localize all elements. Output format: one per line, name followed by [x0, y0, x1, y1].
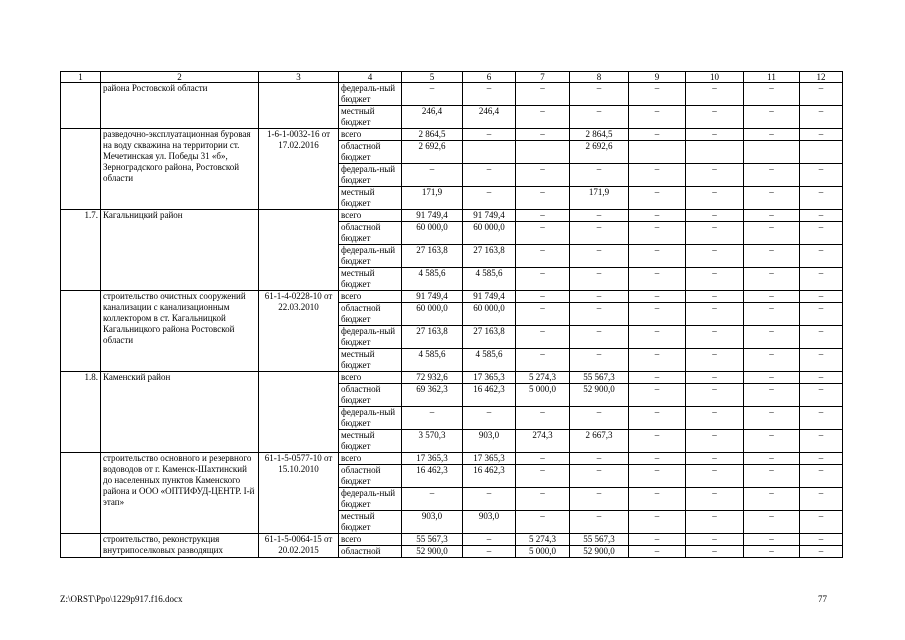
- amount-cell: 17 365,3: [463, 372, 516, 384]
- amount-cell: –: [686, 407, 744, 430]
- amount-cell: 69 362,3: [402, 384, 463, 407]
- amount-cell: –: [570, 164, 629, 187]
- table-row: [61, 129, 843, 141]
- footer-page-number: 77: [818, 594, 827, 604]
- amount-cell: 52 900,0: [402, 546, 463, 558]
- amount-cell: –: [686, 430, 744, 453]
- amount-cell: –: [570, 245, 629, 268]
- funding-source: всего: [339, 534, 402, 546]
- object-name: строительство основного и резервного водоводов от г. Каменск-Шахтинский до населенных пунктов Каменского района и ООО «ОПТИФУД-ЦЕНТР. I-й этап»: [101, 453, 259, 534]
- amount-cell: –: [800, 546, 843, 558]
- expertise-code: 61-1-5-0064-15 от 20.02.2015: [259, 534, 339, 558]
- amount-cell: –: [744, 511, 800, 534]
- amount-cell: 5 000,0: [516, 384, 570, 407]
- amount-cell: –: [744, 349, 800, 372]
- funding-source: всего: [339, 210, 402, 222]
- amount-cell: –: [629, 534, 686, 546]
- amount-cell: –: [570, 268, 629, 291]
- amount-cell: 55 567,3: [402, 534, 463, 546]
- column-header: 11: [744, 72, 800, 83]
- amount-cell: –: [629, 430, 686, 453]
- amount-cell: 91 749,4: [402, 210, 463, 222]
- amount-cell: –: [800, 372, 843, 384]
- amount-cell: 17 365,3: [463, 453, 516, 465]
- amount-cell: –: [570, 465, 629, 488]
- amount-cell: –: [570, 326, 629, 349]
- row-number: 1.8.: [61, 372, 101, 453]
- amount-cell: –: [629, 372, 686, 384]
- amount-cell: –: [570, 349, 629, 372]
- row-number: [61, 129, 101, 210]
- amount-cell: –: [800, 453, 843, 465]
- amount-cell: 91 749,4: [463, 291, 516, 303]
- amount-cell: –: [800, 106, 843, 129]
- funding-source: всего: [339, 291, 402, 303]
- amount-cell: –: [744, 303, 800, 326]
- row-number: [61, 534, 101, 558]
- funding-source: всего: [339, 453, 402, 465]
- funding-source: местный бюджет: [339, 268, 402, 291]
- amount-cell: 4 585,6: [402, 268, 463, 291]
- column-header: 6: [463, 72, 516, 83]
- amount-cell: –: [800, 210, 843, 222]
- amount-cell: –: [800, 291, 843, 303]
- amount-cell: –: [686, 384, 744, 407]
- funding-source: федераль-ный бюджет: [339, 83, 402, 106]
- amount-cell: 60 000,0: [463, 303, 516, 326]
- amount-cell: –: [402, 83, 463, 106]
- amount-cell: –: [629, 384, 686, 407]
- amount-cell: 2 692,6: [570, 141, 629, 164]
- amount-cell: –: [463, 83, 516, 106]
- amount-cell: 60 000,0: [463, 222, 516, 245]
- amount-cell: –: [629, 453, 686, 465]
- row-number: 1.7.: [61, 210, 101, 291]
- amount-cell: –: [744, 326, 800, 349]
- amount-cell: –: [800, 268, 843, 291]
- expertise-code: [259, 372, 339, 453]
- amount-cell: 246,4: [463, 106, 516, 129]
- amount-cell: 91 749,4: [463, 210, 516, 222]
- amount-cell: 2 864,5: [402, 129, 463, 141]
- amount-cell: –: [744, 372, 800, 384]
- amount-cell: [463, 141, 516, 164]
- amount-cell: –: [570, 488, 629, 511]
- amount-cell: –: [402, 407, 463, 430]
- funding-source: федераль-ный бюджет: [339, 245, 402, 268]
- amount-cell: –: [800, 326, 843, 349]
- amount-cell: –: [629, 546, 686, 558]
- amount-cell: 903,0: [402, 511, 463, 534]
- amount-cell: 52 900,0: [570, 384, 629, 407]
- amount-cell: –: [570, 303, 629, 326]
- amount-cell: –: [800, 245, 843, 268]
- amount-cell: 55 567,3: [570, 534, 629, 546]
- expertise-code: 61-1-5-0577-10 от 15.10.2010: [259, 453, 339, 534]
- amount-cell: –: [686, 268, 744, 291]
- amount-cell: –: [744, 268, 800, 291]
- amount-cell: –: [744, 291, 800, 303]
- amount-cell: –: [402, 164, 463, 187]
- amount-cell: –: [629, 245, 686, 268]
- amount-cell: –: [686, 164, 744, 187]
- funding-source: федераль-ный бюджет: [339, 326, 402, 349]
- amount-cell: 274,3: [516, 430, 570, 453]
- amount-cell: [686, 141, 744, 164]
- column-header: 5: [402, 72, 463, 83]
- funding-source: всего: [339, 372, 402, 384]
- amount-cell: –: [800, 222, 843, 245]
- amount-cell: –: [800, 430, 843, 453]
- amount-cell: –: [629, 222, 686, 245]
- funding-source: федераль-ный бюджет: [339, 488, 402, 511]
- funding-source: областной бюджет: [339, 303, 402, 326]
- amount-cell: –: [463, 187, 516, 210]
- amount-cell: 27 163,8: [463, 245, 516, 268]
- amount-cell: –: [800, 384, 843, 407]
- object-name: района Ростовской области: [101, 83, 259, 129]
- funding-source: областной: [339, 546, 402, 558]
- amount-cell: –: [800, 534, 843, 546]
- amount-cell: –: [686, 210, 744, 222]
- amount-cell: –: [516, 453, 570, 465]
- amount-cell: 2 864,5: [570, 129, 629, 141]
- amount-cell: –: [744, 534, 800, 546]
- column-header: 7: [516, 72, 570, 83]
- amount-cell: –: [629, 303, 686, 326]
- column-header: 8: [570, 72, 629, 83]
- amount-cell: –: [686, 534, 744, 546]
- amount-cell: –: [744, 187, 800, 210]
- amount-cell: –: [686, 129, 744, 141]
- funding-source: местный бюджет: [339, 430, 402, 453]
- column-header: 9: [629, 72, 686, 83]
- amount-cell: –: [800, 303, 843, 326]
- amount-cell: –: [516, 222, 570, 245]
- amount-cell: [744, 141, 800, 164]
- amount-cell: –: [686, 106, 744, 129]
- amount-cell: –: [744, 222, 800, 245]
- expertise-code: 61-1-4-0228-10 от 22.03.2010: [259, 291, 339, 372]
- funding-source: областной бюджет: [339, 465, 402, 488]
- amount-cell: 16 462,3: [463, 384, 516, 407]
- amount-cell: –: [629, 488, 686, 511]
- amount-cell: –: [629, 210, 686, 222]
- amount-cell: –: [686, 83, 744, 106]
- amount-cell: 246,4: [402, 106, 463, 129]
- funding-source: федераль-ный бюджет: [339, 164, 402, 187]
- row-number: [61, 83, 101, 129]
- amount-cell: –: [744, 210, 800, 222]
- amount-cell: –: [744, 453, 800, 465]
- amount-cell: –: [744, 83, 800, 106]
- row-number: [61, 453, 101, 534]
- amount-cell: 5 274,3: [516, 534, 570, 546]
- column-header: 2: [101, 72, 259, 83]
- amount-cell: 4 585,6: [463, 268, 516, 291]
- amount-cell: –: [516, 488, 570, 511]
- amount-cell: –: [516, 349, 570, 372]
- amount-cell: –: [629, 291, 686, 303]
- amount-cell: –: [570, 511, 629, 534]
- amount-cell: –: [516, 326, 570, 349]
- amount-cell: –: [686, 222, 744, 245]
- amount-cell: 91 749,4: [402, 291, 463, 303]
- amount-cell: 17 365,3: [402, 453, 463, 465]
- table-row: [61, 453, 843, 465]
- amount-cell: –: [402, 488, 463, 511]
- funding-source: областной бюджет: [339, 384, 402, 407]
- amount-cell: –: [570, 291, 629, 303]
- amount-cell: 903,0: [463, 430, 516, 453]
- amount-cell: –: [463, 129, 516, 141]
- amount-cell: –: [463, 164, 516, 187]
- amount-cell: –: [629, 326, 686, 349]
- amount-cell: –: [629, 106, 686, 129]
- table-row: [61, 372, 843, 384]
- amount-cell: –: [629, 187, 686, 210]
- amount-cell: –: [686, 453, 744, 465]
- amount-cell: –: [686, 349, 744, 372]
- amount-cell: –: [744, 245, 800, 268]
- table-row: [61, 534, 843, 546]
- amount-cell: –: [744, 106, 800, 129]
- amount-cell: –: [744, 488, 800, 511]
- funding-source: всего: [339, 129, 402, 141]
- amount-cell: –: [570, 407, 629, 430]
- amount-cell: –: [516, 187, 570, 210]
- amount-cell: –: [516, 303, 570, 326]
- amount-cell: 27 163,8: [402, 245, 463, 268]
- footer-file-path: Z:\ORST\Ppo\1229p917.f16.docx: [60, 594, 183, 604]
- funding-source: местный бюджет: [339, 106, 402, 129]
- amount-cell: –: [800, 349, 843, 372]
- amount-cell: –: [686, 303, 744, 326]
- amount-cell: –: [686, 511, 744, 534]
- amount-cell: 4 585,6: [402, 349, 463, 372]
- amount-cell: –: [629, 349, 686, 372]
- amount-cell: –: [629, 465, 686, 488]
- amount-cell: –: [686, 465, 744, 488]
- amount-cell: –: [516, 83, 570, 106]
- amount-cell: [629, 141, 686, 164]
- amount-cell: –: [744, 465, 800, 488]
- amount-cell: –: [686, 488, 744, 511]
- amount-cell: –: [516, 210, 570, 222]
- amount-cell: –: [744, 407, 800, 430]
- table-row: [61, 83, 843, 106]
- amount-cell: –: [686, 546, 744, 558]
- funding-source: местный бюджет: [339, 187, 402, 210]
- amount-cell: –: [686, 372, 744, 384]
- budget-table: [60, 71, 843, 558]
- amount-cell: –: [744, 384, 800, 407]
- expertise-code: [259, 83, 339, 129]
- object-name: разведочно-эксплуатационная буровая на воду скважина на территории ст. Мечетинская ул. Победы 31 «б», Зерноградского района, Ростовской области: [101, 129, 259, 210]
- amount-cell: –: [463, 534, 516, 546]
- object-name: Каменский район: [101, 372, 259, 453]
- amount-cell: 52 900,0: [570, 546, 629, 558]
- amount-cell: 72 932,6: [402, 372, 463, 384]
- amount-cell: –: [744, 164, 800, 187]
- expertise-code: [259, 210, 339, 291]
- amount-cell: –: [686, 187, 744, 210]
- amount-cell: [516, 141, 570, 164]
- amount-cell: –: [570, 106, 629, 129]
- amount-cell: 4 585,6: [463, 349, 516, 372]
- amount-cell: –: [744, 546, 800, 558]
- amount-cell: –: [629, 129, 686, 141]
- funding-source: местный бюджет: [339, 349, 402, 372]
- amount-cell: 16 462,3: [402, 465, 463, 488]
- amount-cell: –: [463, 488, 516, 511]
- amount-cell: 2 692,6: [402, 141, 463, 164]
- amount-cell: –: [516, 245, 570, 268]
- amount-cell: –: [629, 268, 686, 291]
- amount-cell: –: [570, 210, 629, 222]
- amount-cell: –: [516, 511, 570, 534]
- amount-cell: –: [800, 511, 843, 534]
- amount-cell: –: [686, 326, 744, 349]
- amount-cell: 903,0: [463, 511, 516, 534]
- table-row: [61, 210, 843, 222]
- amount-cell: –: [800, 83, 843, 106]
- object-name: строительство, реконструкция внутрипоселковых разводящих: [101, 534, 259, 558]
- column-header: 1: [61, 72, 101, 83]
- row-number: [61, 291, 101, 372]
- column-header: 10: [686, 72, 744, 83]
- funding-source: областной бюджет: [339, 141, 402, 164]
- amount-cell: –: [686, 245, 744, 268]
- column-header: 4: [339, 72, 402, 83]
- amount-cell: 27 163,8: [463, 326, 516, 349]
- amount-cell: –: [570, 83, 629, 106]
- amount-cell: –: [800, 187, 843, 210]
- amount-cell: –: [800, 488, 843, 511]
- amount-cell: 5 274,3: [516, 372, 570, 384]
- amount-cell: –: [629, 83, 686, 106]
- column-header: 3: [259, 72, 339, 83]
- amount-cell: –: [516, 407, 570, 430]
- amount-cell: 171,9: [402, 187, 463, 210]
- amount-cell: –: [800, 407, 843, 430]
- table-body: [61, 83, 843, 558]
- funding-source: областной бюджет: [339, 222, 402, 245]
- amount-cell: 27 163,8: [402, 326, 463, 349]
- header-row: [61, 72, 843, 83]
- amount-cell: –: [800, 129, 843, 141]
- amount-cell: 55 567,3: [570, 372, 629, 384]
- amount-cell: –: [570, 453, 629, 465]
- expertise-code: 1-6-1-0032-16 от 17.02.2016: [259, 129, 339, 210]
- amount-cell: –: [800, 465, 843, 488]
- amount-cell: 60 000,0: [402, 222, 463, 245]
- amount-cell: –: [744, 129, 800, 141]
- column-header: 12: [800, 72, 843, 83]
- amount-cell: –: [629, 407, 686, 430]
- amount-cell: –: [516, 268, 570, 291]
- funding-source: местный бюджет: [339, 511, 402, 534]
- amount-cell: –: [686, 291, 744, 303]
- amount-cell: –: [516, 465, 570, 488]
- amount-cell: –: [629, 511, 686, 534]
- funding-source: федераль-ный бюджет: [339, 407, 402, 430]
- amount-cell: –: [800, 164, 843, 187]
- amount-cell: –: [516, 106, 570, 129]
- amount-cell: –: [570, 222, 629, 245]
- amount-cell: 5 000,0: [516, 546, 570, 558]
- amount-cell: –: [516, 129, 570, 141]
- amount-cell: 171,9: [570, 187, 629, 210]
- object-name: Кагальницкий район: [101, 210, 259, 291]
- amount-cell: –: [629, 164, 686, 187]
- object-name: строительство очистных сооружений канализации с канализационным коллектором в ст. Кагальницкой Кагальницкого района Ростовской области: [101, 291, 259, 372]
- amount-cell: 16 462,3: [463, 465, 516, 488]
- amount-cell: –: [463, 546, 516, 558]
- table-row: [61, 291, 843, 303]
- amount-cell: –: [516, 164, 570, 187]
- amount-cell: 3 570,3: [402, 430, 463, 453]
- amount-cell: [800, 141, 843, 164]
- amount-cell: –: [463, 407, 516, 430]
- amount-cell: –: [516, 291, 570, 303]
- amount-cell: –: [744, 430, 800, 453]
- amount-cell: 2 667,3: [570, 430, 629, 453]
- amount-cell: 60 000,0: [402, 303, 463, 326]
